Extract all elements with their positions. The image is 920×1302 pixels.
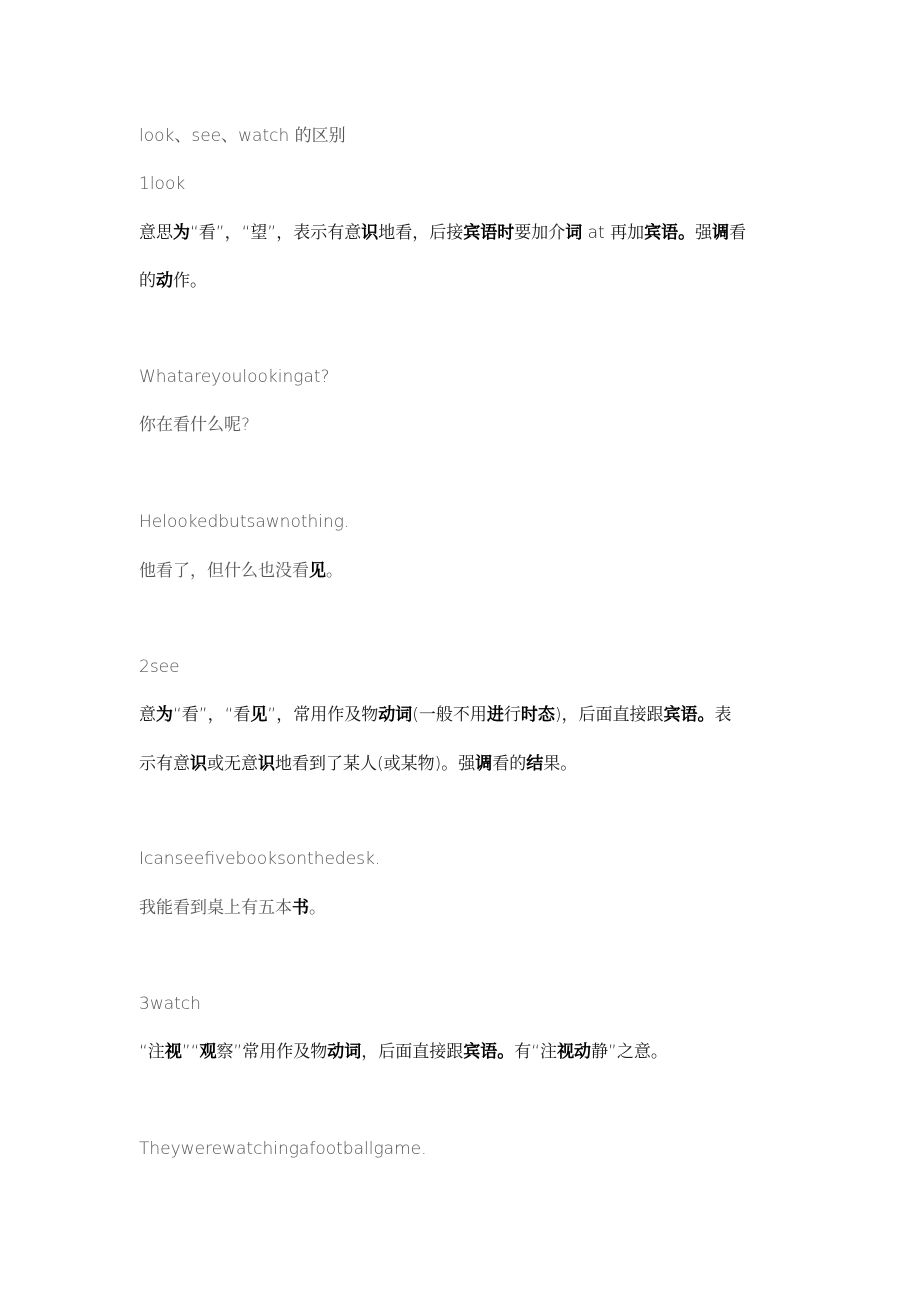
look-description-line-1 (139, 221, 746, 245)
document-title: look、see、watch 的区别 (139, 126, 346, 146)
text-run: 果。 (543, 754, 578, 774)
emphasized-text: 进 (486, 705, 504, 725)
text-run: 示有意 (139, 754, 190, 774)
emphasized-text: 宾语。 (644, 223, 696, 243)
text-run: 意思 (139, 223, 173, 243)
text-run: (一般不用 (412, 705, 487, 725)
emphasized-text: 调 (475, 754, 493, 774)
text-run: 作。 (173, 271, 207, 291)
text-run: 察”常用作及物 (216, 1042, 328, 1062)
emphasized-text: 宾语时 (463, 223, 515, 243)
emphasized-text: 视动 (557, 1042, 592, 1062)
text-run: 他看了，但什么也没看 (139, 561, 309, 581)
text-run: 看的 (492, 754, 527, 774)
text-run: “看”，“望”，表示有意 (190, 223, 362, 243)
see-description-line-2 (139, 752, 577, 776)
emphasized-text: 见 (250, 705, 268, 725)
section-heading-see: 2see (139, 657, 180, 677)
emphasized-text: 为 (173, 223, 190, 243)
text-run: ”“ (181, 1042, 200, 1062)
section-heading-look: 1look (139, 174, 186, 194)
text-run: at 再加 (582, 223, 645, 243)
text-run: 或无意 (207, 754, 258, 774)
see-description-line-1 (139, 703, 732, 727)
text-run: 有“注 (514, 1042, 558, 1062)
emphasized-text: 视 (164, 1042, 182, 1062)
text-run: “看”，“看 (173, 705, 251, 725)
emphasized-text: 识 (258, 754, 275, 774)
text-run: 的 (139, 271, 156, 291)
text-run: 行 (503, 705, 521, 725)
emphasized-text: 动 (156, 271, 173, 291)
text-run: 意 (139, 705, 156, 725)
look-example-1-chinese: 你在看什么呢? (139, 415, 251, 435)
text-run: )，后面直接跟 (554, 705, 664, 725)
look-description-line-2 (139, 269, 207, 293)
see-example-1-english: Icanseefivebooksonthedesk. (139, 849, 381, 869)
text-run: 看 (729, 223, 747, 243)
emphasized-text: 动词 (378, 705, 413, 725)
text-run: 表 (714, 705, 732, 725)
look-example-1-english: Whatareyoulookingat? (139, 367, 330, 387)
emphasized-text: 识 (361, 223, 379, 243)
emphasized-text: 调 (712, 223, 730, 243)
emphasized-text: 见 (309, 561, 326, 581)
emphasized-text: 词 (565, 223, 583, 243)
text-run: 要加介 (514, 223, 566, 243)
text-run: 。 (309, 898, 326, 918)
emphasized-text: 观 (199, 1042, 217, 1062)
text-run: 我能看到桌上有五本 (139, 898, 292, 918)
text-run: ，后面直接跟 (361, 1042, 464, 1062)
text-run: 强 (695, 223, 713, 243)
emphasized-text: 书 (292, 898, 309, 918)
look-example-2-english: Helookedbutsawnothing. (139, 512, 350, 532)
text-run: 地看，后接 (378, 223, 464, 243)
emphasized-text: 动词 (327, 1042, 362, 1062)
watch-example-1-english: Theywerewatchingafootballgame. (139, 1139, 427, 1159)
watch-description-line-1 (139, 1040, 668, 1064)
emphasized-text: 为 (156, 705, 173, 725)
text-run: 。 (326, 561, 343, 581)
text-run: “注 (139, 1042, 165, 1062)
emphasized-text: 宾语。 (663, 705, 715, 725)
see-example-1-chinese (139, 896, 326, 920)
section-heading-watch: 3watch (139, 994, 201, 1014)
text-run: ”，常用作及物 (267, 705, 379, 725)
emphasized-text: 结 (526, 754, 544, 774)
text-run: 地看到了某人(或某物)。强 (275, 754, 476, 774)
emphasized-text: 时态 (520, 705, 555, 725)
emphasized-text: 识 (190, 754, 207, 774)
look-example-2-chinese (139, 559, 343, 583)
emphasized-text: 宾语。 (463, 1042, 515, 1062)
text-run: 静”之意。 (591, 1042, 668, 1062)
